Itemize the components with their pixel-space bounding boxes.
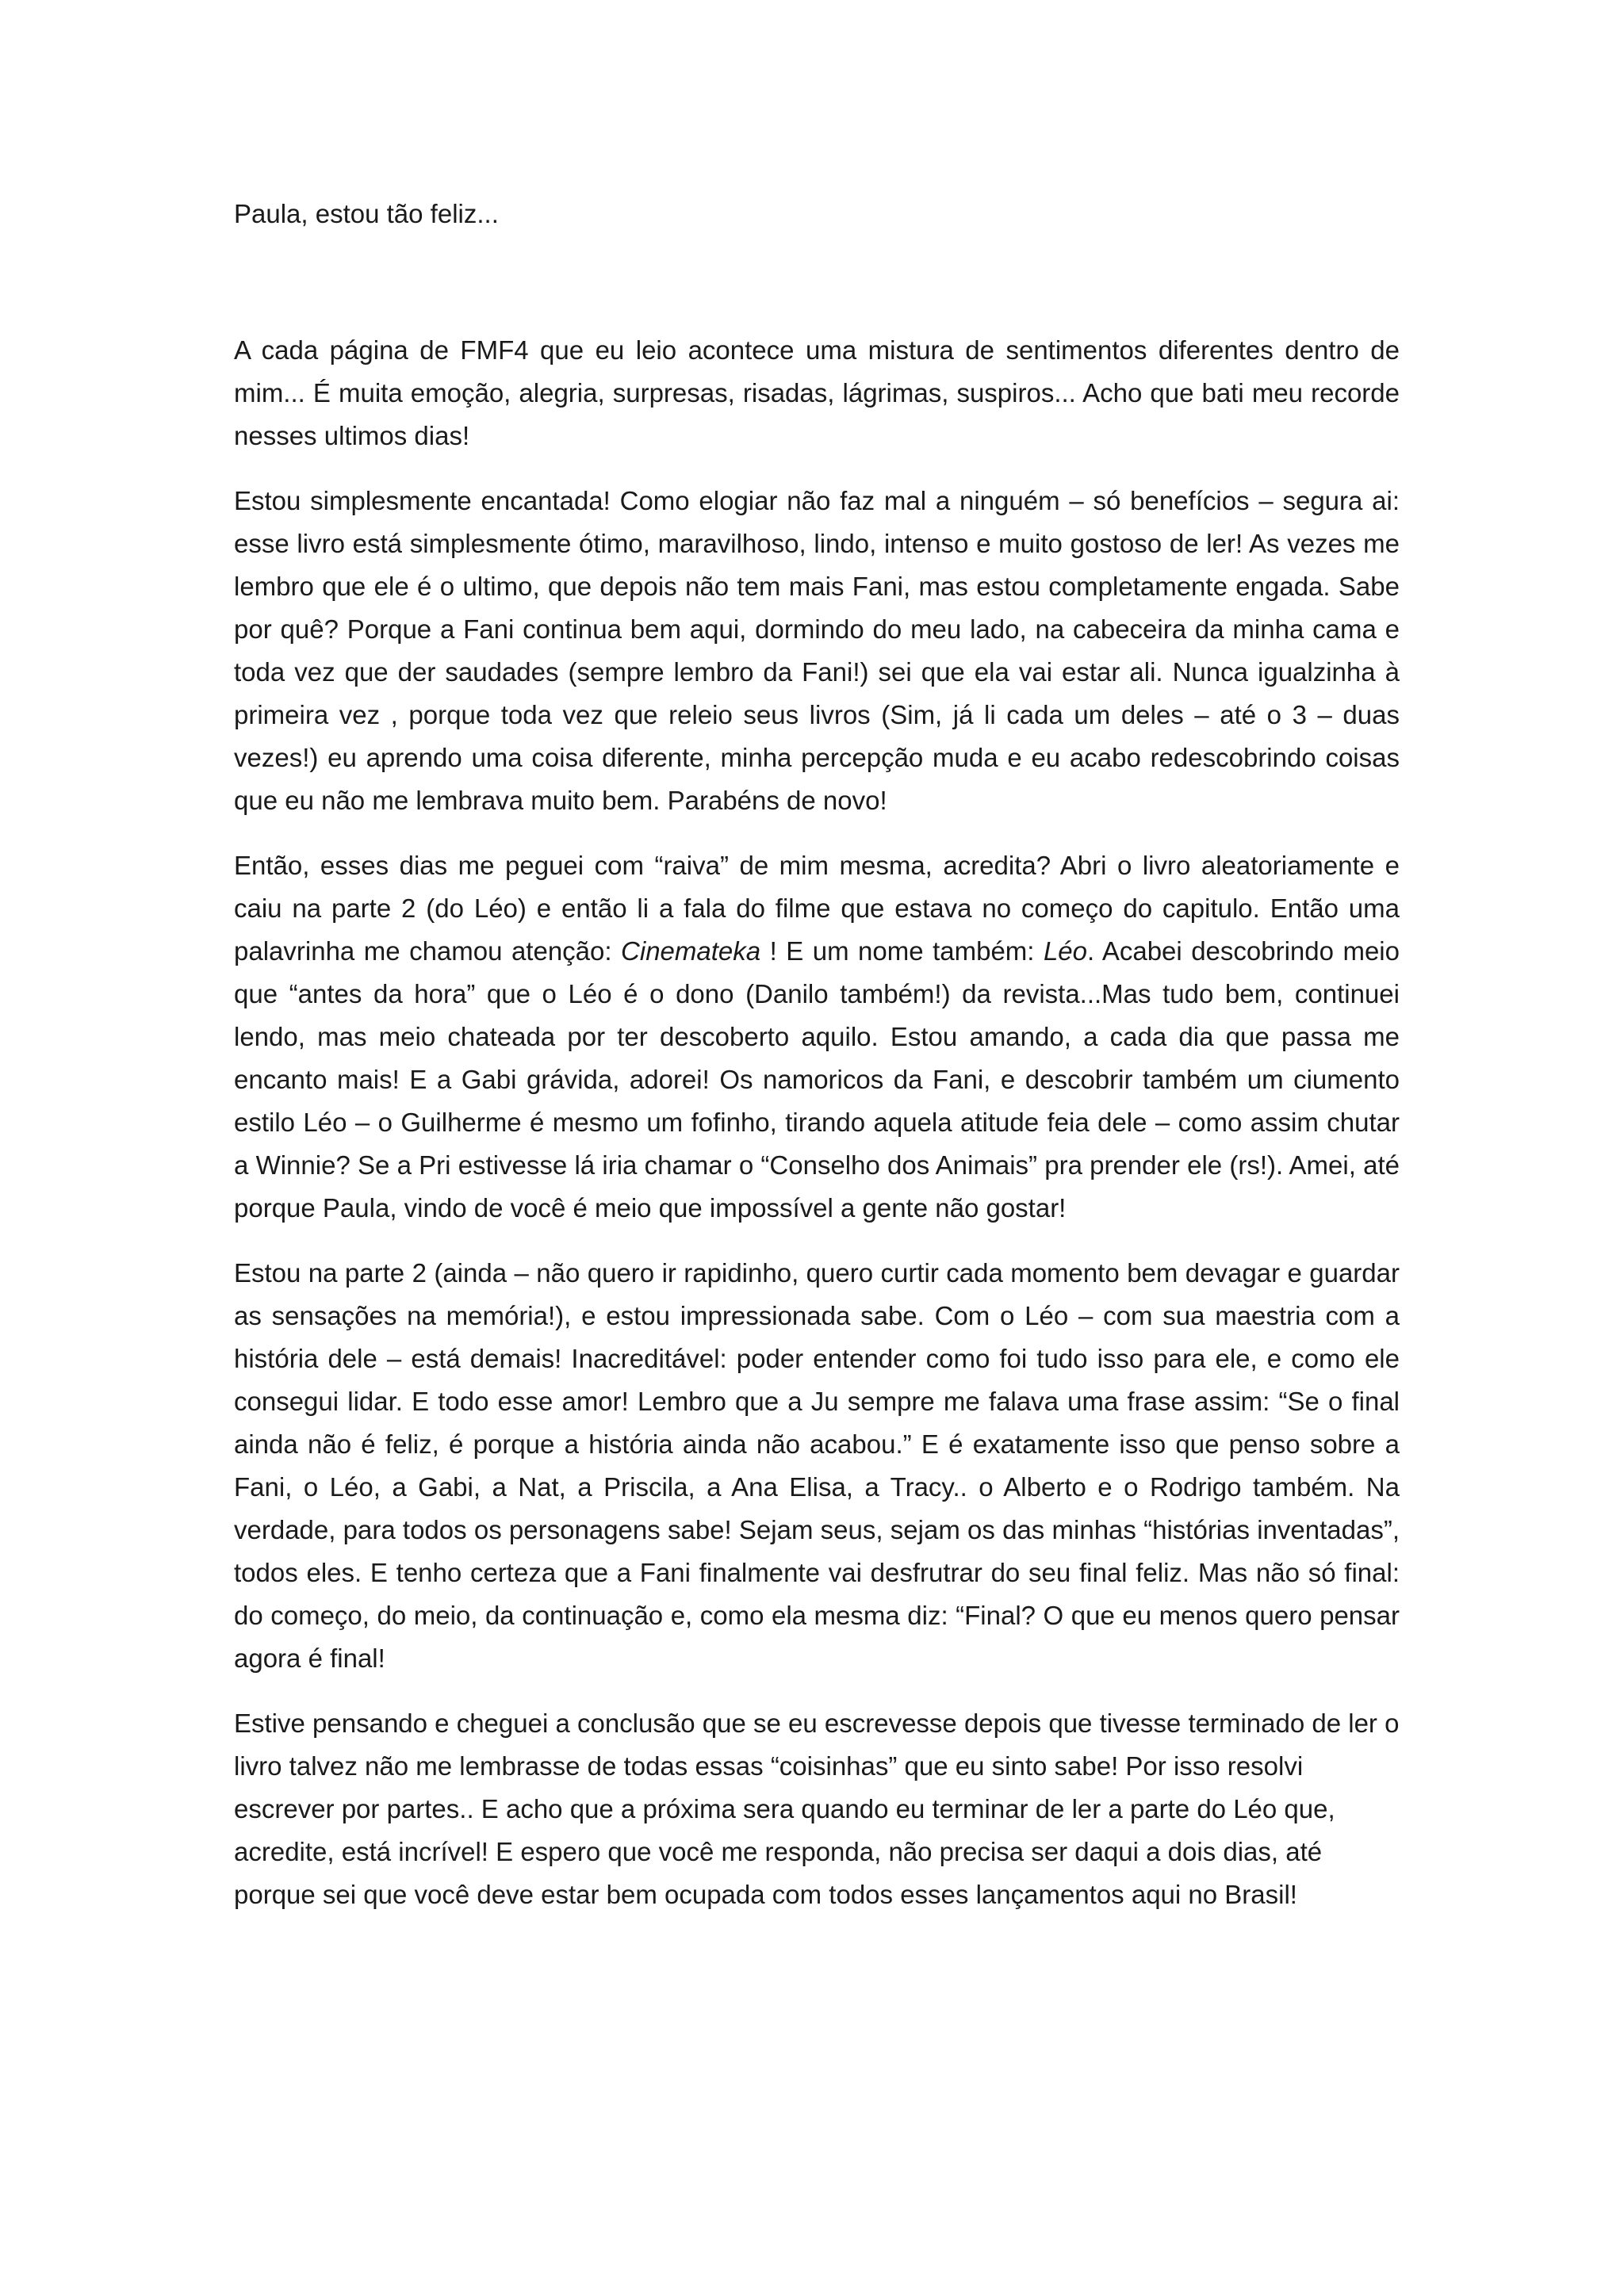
paragraph-3-part-b: ! E um nome também: [760,936,1044,966]
paragraph-3-part-c: . Acabei descobrindo meio que “antes da hora” que o Léo é o dono (Danilo também!) da revista...Mas tudo bem, continuei lendo, mas meio chateada por ter descoberto aquilo. Estou amando, a cada dia que passa me encanto mais! E a Gabi grávida, adorei! Os namoricos da Fani, e descobrir também um ciumento estilo Léo – o Guilherme é mesmo um fofinho, tirando aquela atitude feia dele – como assim chutar a Winnie? Se a Pri estivesse lá iria chamar o “Conselho dos Animais” pra prender ele (rs!). Amei, até porque Paula, vindo de você é meio que impossível a gente não gostar! [234,936,1400,1223]
paragraph-5: Estive pensando e cheguei a conclusão que se eu escrevesse depois que tivesse terminado de ler o livro talvez não me lembrasse de todas essas “coisinhas” que eu sinto sabe! Por isso resolvi escrever por partes.. E acho que a próxima sera quando eu terminar de ler a parte do Léo que, acredite, está incrível! E espero que você me responda, não precisa ser daqui a dois dias, até porque sei que você deve estar bem ocupada com todos esses lançamentos aqui no Brasil! [234,1709,1400,1909]
letter-greeting: Paula, estou tão feliz... [234,199,499,228]
paragraph-3-part-a: Então, esses dias me peguei com “raiva” de mim mesma, acredita? Abri o livro aleatoriamente e caiu na parte 2 (do Léo) e então li a fala do filme que estava no começo do capitulo. Então uma palavrinha me chamou atenção: [234,851,1400,966]
paragraph-1: A cada página de FMF4 que eu leio acontece uma mistura de sentimentos diferentes dentro de mim... É muita emoção, alegria, surpresas, risadas, lágrimas, suspiros... Acho que bati meu recorde nesses ultimos dias! [234,335,1400,450]
leo-italic: Léo [1043,936,1087,966]
paragraph-3 [234,844,1400,1230]
letter-body [234,329,1400,1938]
paragraph-2: Estou simplesmente encantada! Como elogiar não faz mal a ninguém – só benefícios – segura ai: esse livro está simplesmente ótimo, maravilhoso, lindo, intenso e muito gostoso de ler! As vezes me lembro que ele é o ultimo, que depois não tem mais Fani, mas estou completamente engada. Sabe por quê? Porque a Fani continua bem aqui, dormindo do meu lado, na cabeceira da minha cama e toda vez que der saudades (sempre lembro da Fani!) sei que ela vai estar ali. Nunca igualzinha à primeira vez , porque toda vez que releio seus livros (Sim, já li cada um deles – até o 3 – duas vezes!) eu aprendo uma coisa diferente, minha percepção muda e eu acabo redescobrindo coisas que eu não me lembrava muito bem. Parabéns de novo! [234,486,1400,815]
cinemateka-italic: Cinemateka [621,936,761,966]
paragraph-4: Estou na parte 2 (ainda – não quero ir rapidinho, quero curtir cada momento bem devagar e guardar as sensações na memória!), e estou impressionada sabe. Com o Léo – com sua maestria com a história dele – está demais! Inacreditável: poder entender como foi tudo isso para ele, e como ele consegui lidar. E todo esse amor! Lembro que a Ju sempre me falava uma frase assim: “Se o final ainda não é feliz, é porque a história ainda não acabou.” E é exatamente isso que penso sobre a Fani, o Léo, a Gabi, a Nat, a Priscila, a Ana Elisa, a Tracy.. o Alberto e o Rodrigo também. Na verdade, para todos os personagens sabe! Sejam seus, sejam os das minhas “histórias inventadas”, todos eles. E tenho certeza que a Fani finalmente vai desfrutrar do seu final feliz. Mas não só final: do começo, do meio, da continuação e, como ela mesma diz: “Final? O que eu menos quero pensar agora é final! [234,1258,1400,1673]
